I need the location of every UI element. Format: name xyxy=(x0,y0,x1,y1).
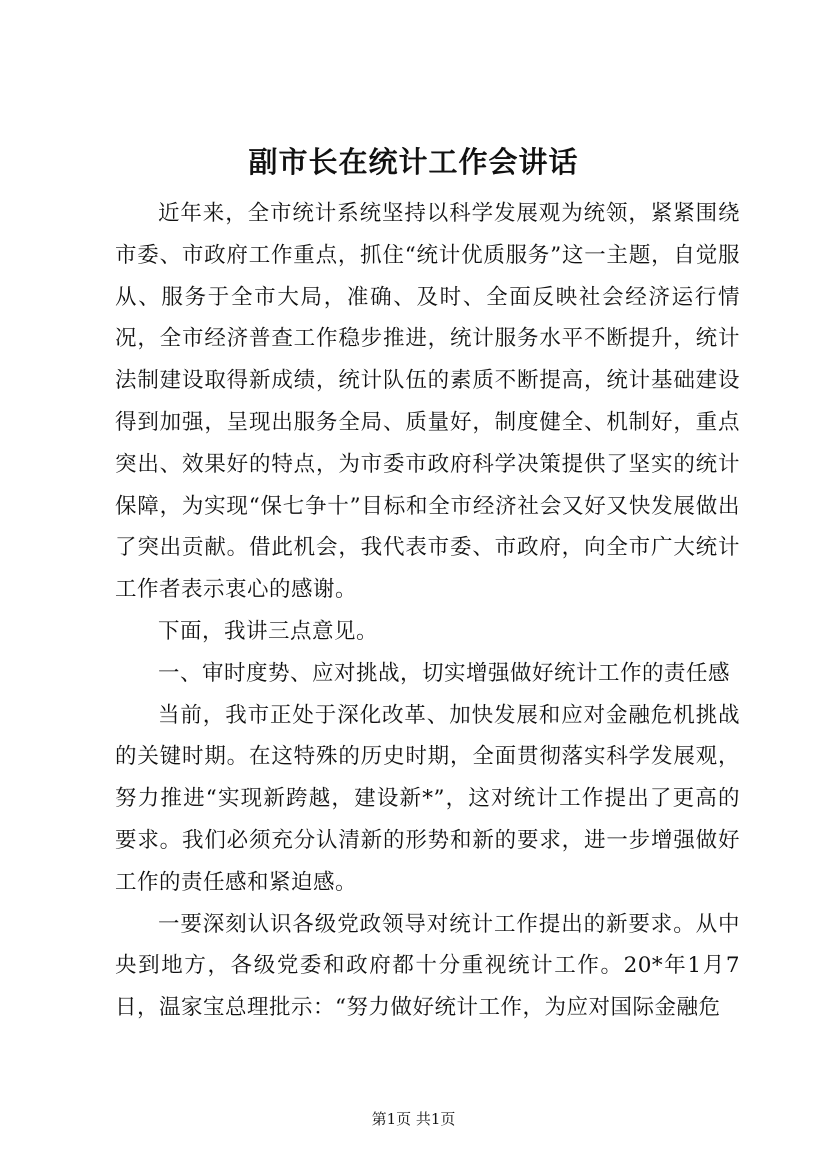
document-title: 副市长在统计工作会讲话 xyxy=(248,145,579,179)
document-body xyxy=(115,193,740,1029)
paragraph-transition: 下面，我讲三点意见。 xyxy=(158,618,379,644)
paragraph-leadership-requirements: 一要深刻认识各级党政领导对统计工作提出的新要求。从中央到地方，各级党委和政府都十分重视统计工作。20*年1月7日，温家宝总理批示：“努力做好统计工作，为应对国际金融危 xyxy=(115,911,740,1021)
section-heading-1: 一、审时度势、应对挑战，切实增强做好统计工作的责任感 xyxy=(158,660,731,686)
page-footer: 第1页 共1页 xyxy=(371,1110,456,1128)
paragraph-current-situation: 当前，我市正处于深化改革、加快发展和应对金融危机挑战的关键时期。在这特殊的历史时期，全面贯彻落实科学发展观，努力推进“实现新跨越，建设新*”，这对统计工作提出了更高的要求。我们必须充分认清新的形势和新的要求，进一步增强做好工作的责任感和紧迫感。 xyxy=(115,702,740,895)
paragraph-intro: 近年来，全市统计系统坚持以科学发展观为统领，紧紧围绕市委、市政府工作重点，抓住“统计优质服务”这一主题，自觉服从、服务于全市大局，准确、及时、全面反映社会经济运行情况，全市经济普查工作稳步推进，统计服务水平不断提升，统计法制建设取得新成绩，统计队伍的素质不断提高，统计基础建设得到加强，呈现出服务全局、质量好，制度健全、机制好，重点突出、效果好的特点，为市委市政府科学决策提供了坚实的统计保障，为实现“保七争十”目标和全市经济社会又好又快发展做出了突出贡献。借此机会，我代表市委、市政府，向全市广大统计工作者表示衷心的感谢。 xyxy=(115,201,740,603)
